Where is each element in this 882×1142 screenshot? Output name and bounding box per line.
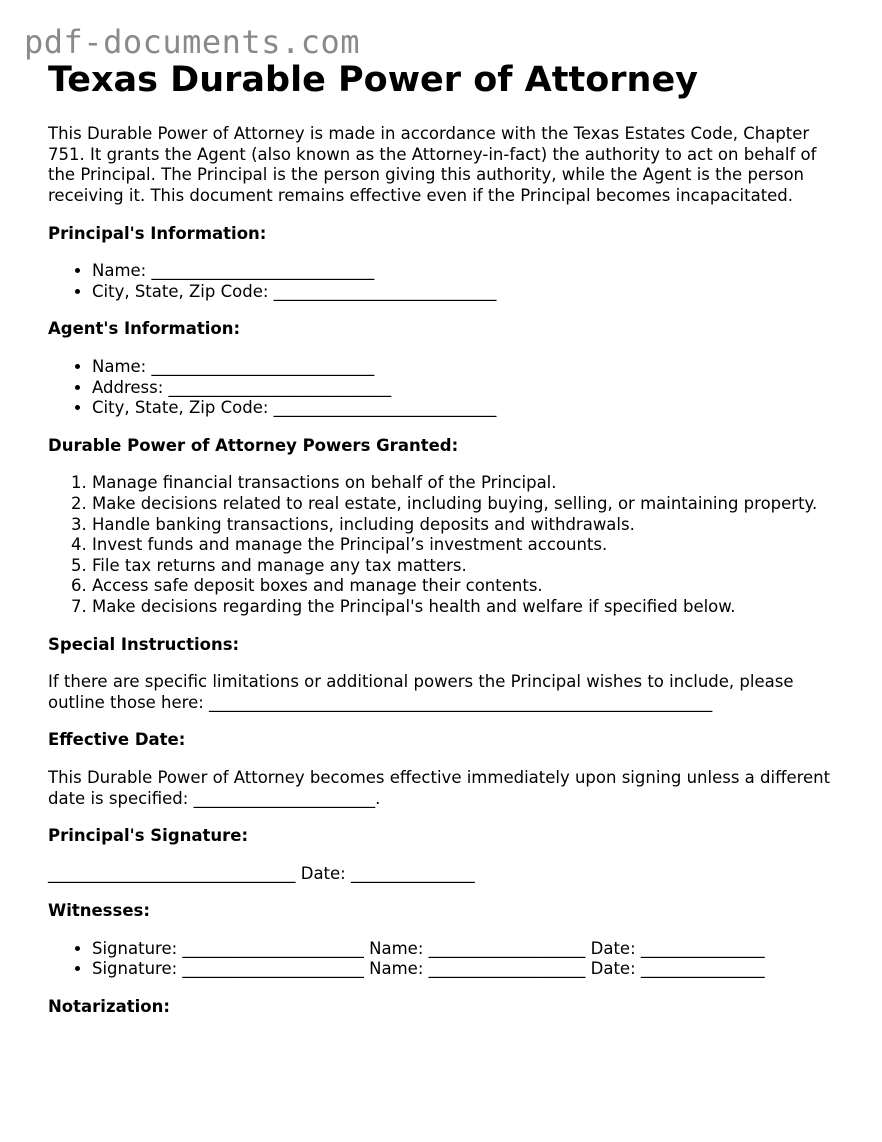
list-item: • Signature: ______________________ Name: ___________________ Date: _______________ (92, 939, 838, 960)
list-item: • Name: ___________________________ (92, 357, 838, 378)
powers-heading: Durable Power of Attorney Powers Granted: (48, 435, 459, 455)
list-item: 2. Make decisions related to real estate, including buying, selling, or maintaining property. (92, 494, 838, 515)
special-instructions-text: If there are specific limitations or additional powers the Principal wishes to include, please outline those here: _____________________________________________________________ (48, 672, 794, 712)
principal-signature-heading: Principal's Signature: (48, 826, 249, 846)
list-item: 3. Handle banking transactions, including deposits and withdrawals. (92, 515, 838, 536)
special-instructions-heading: Special Instructions: (48, 634, 240, 654)
witnesses-list (48, 939, 838, 980)
list-item: • Address: ___________________________ (92, 378, 838, 399)
principal-heading: Principal's Information: (48, 223, 267, 243)
list-item: 5. File tax returns and manage any tax matters. (92, 556, 838, 577)
list-item: 7. Make decisions regarding the Principal's health and welfare if specified below. (92, 597, 838, 618)
principal-signature-line: ______________________________ Date: _______________ (48, 863, 475, 883)
watermark: pdf-documents.com (24, 23, 361, 61)
list-item: • Name: ___________________________ (92, 261, 838, 282)
notarization-heading: Notarization: (48, 997, 170, 1017)
list-item: • Signature: ______________________ Name: ___________________ Date: _______________ (92, 959, 838, 980)
list-item: 6. Access safe deposit boxes and manage their contents. (92, 576, 838, 597)
agent-list (48, 357, 838, 419)
list-item: • City, State, Zip Code: ___________________________ (92, 282, 838, 303)
effective-date-heading: Effective Date: (48, 730, 186, 750)
effective-date-text: This Durable Power of Attorney becomes effective immediately upon signing unless a different date is specified: ______________________. (48, 767, 831, 808)
document-page (48, 60, 838, 1035)
powers-list (48, 473, 838, 617)
document-title: Texas Durable Power of Attorney (48, 60, 698, 100)
witnesses-heading: Witnesses: (48, 901, 150, 921)
intro-paragraph: This Durable Power of Attorney is made in accordance with the Texas Estates Code, Chapter 751. It grants the Agent (also known as the Attorney-in-fact) the authority to act on behalf of the Principal. The Principal is the person giving this authority, while the Agent is the person receiving it. This document remains effective even if the Principal becomes incapacitated. (48, 124, 817, 206)
agent-heading: Agent's Information: (48, 319, 241, 339)
list-item: 4. Invest funds and manage the Principal’s investment accounts. (92, 535, 838, 556)
principal-list (48, 261, 838, 302)
list-item: • City, State, Zip Code: ___________________________ (92, 398, 838, 419)
list-item: 1. Manage financial transactions on behalf of the Principal. (92, 473, 838, 494)
